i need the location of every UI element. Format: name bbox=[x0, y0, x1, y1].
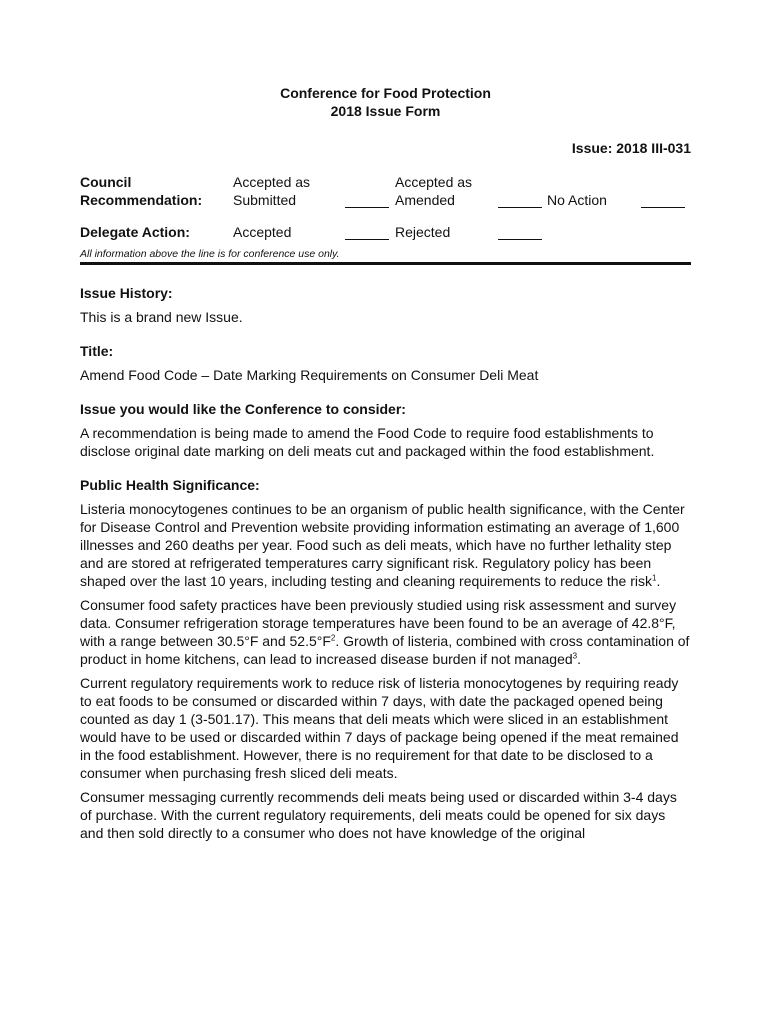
title-text: Amend Food Code – Date Marking Requirements on Consumer Deli Meat bbox=[80, 367, 539, 383]
accepted-as-amended-blank[interactable] bbox=[498, 193, 542, 212]
title-section bbox=[80, 342, 691, 384]
issue-history-heading: Issue History: bbox=[80, 285, 173, 301]
no-action-blank[interactable] bbox=[641, 193, 685, 212]
issue-history-text: This is a brand new Issue. bbox=[80, 309, 243, 325]
public-health-section bbox=[80, 476, 691, 842]
issue-number: Issue: 2018 III-031 bbox=[571, 140, 691, 156]
consider-heading: Issue you would like the Conference to consider: bbox=[80, 401, 406, 417]
conference-title: Conference for Food Protection bbox=[280, 85, 491, 101]
accepted-as-submitted-option: Accepted as Submitted bbox=[233, 174, 311, 208]
form-title: 2018 Issue Form bbox=[330, 103, 441, 119]
paragraph-3: Current regulatory requirements work to reduce risk of listeria monocytogenes by requiring ready to eat foods to be consumed or discarded within 7 days, with date the packaged opened being counted as day 1 (3-501.17). This means that deli meats which were sliced in an establishment would have to be used or discarded within 7 days of package being opened if the meat remained in the food establishment. However, there is no requirement for that date to be disclosed to a consumer when purchasing fresh sliced deli meats. bbox=[80, 675, 679, 781]
form-header bbox=[80, 84, 691, 120]
rejected-blank[interactable] bbox=[498, 225, 542, 244]
accepted-option: Accepted bbox=[233, 224, 292, 240]
title-heading: Title: bbox=[80, 343, 114, 359]
paragraph-2: Consumer food safety practices have been previously studied using risk assessment and survey data. Consumer refrigeration storage temperatures have been found to be an average of 42.8°F, with a range between 30.5°F and $52.5^\circ F^2$. Growth of listeria, combined with cross contamination of product in home kitchens, can lead to increased disease burden if not managed$^3$. bbox=[80, 597, 690, 667]
rejected-option: Rejected bbox=[395, 224, 451, 240]
conference-use-note: All information above the line is for conference use only. bbox=[80, 248, 340, 260]
issue-history-section bbox=[80, 284, 691, 326]
delegate-label: Delegate Action: bbox=[80, 224, 190, 240]
divider-line bbox=[80, 262, 691, 265]
council-label: Council Recommendation: bbox=[80, 174, 203, 208]
document-page bbox=[80, 0, 691, 1024]
paragraph-4: Consumer messaging currently recommends deli meats being used or discarded within 3-4 days of purchase. With the current regulatory requirements, deli meats could be opened for six days and then sold directly to a consumer who does not have knowledge of the original bbox=[80, 789, 677, 841]
accepted-as-amended-option: Accepted as Amended bbox=[395, 174, 473, 208]
consider-text: A recommendation is being made to amend the Food Code to require food establishments to disclose original date marking on deli meats cut and packaged within the food establishment. bbox=[80, 425, 655, 459]
paragraph-1: Listeria monocytogenes continues to be an organism of public health significance, with the Center for Disease Control and Prevention website providing information estimating an average of 1,600 illnesses and 260 deaths per year. Food such as deli meats, which have no further lethality step and are stored at refrigerated temperatures carry significant risk. Regulatory policy has been shaped over the last 10 years, including testing and cleaning requirements to reduce the risk$^1$. bbox=[80, 501, 685, 589]
no-action-option: No Action bbox=[547, 192, 607, 208]
issue-body bbox=[80, 284, 691, 848]
accepted-as-submitted-blank[interactable] bbox=[345, 193, 389, 212]
accepted-blank[interactable] bbox=[345, 225, 389, 244]
public-health-heading: Public Health Significance: bbox=[80, 477, 260, 493]
consider-section bbox=[80, 400, 691, 460]
